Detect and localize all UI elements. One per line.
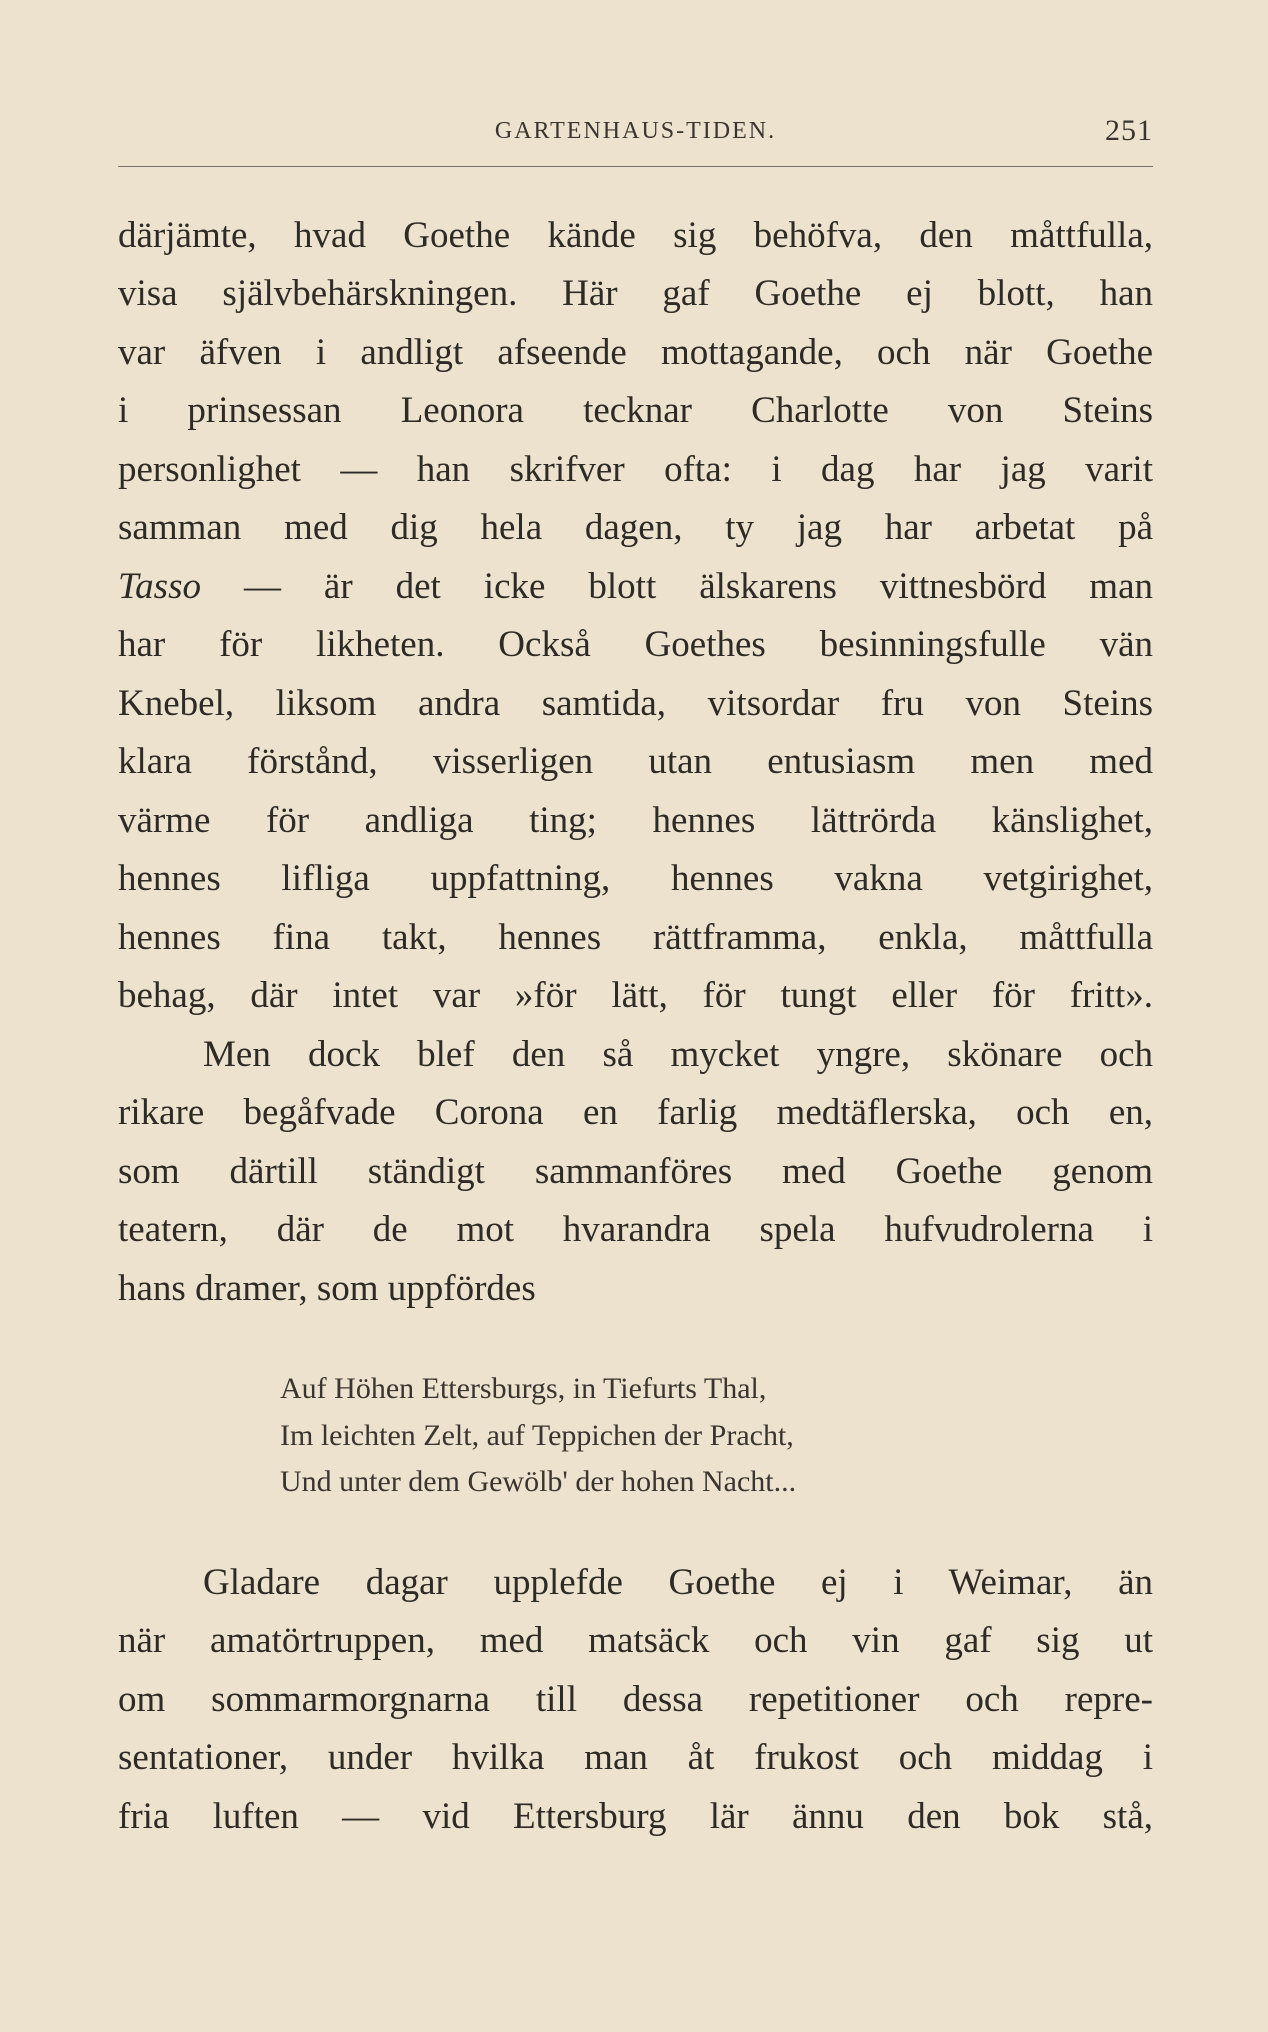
text-line: Tasso — är det icke blott älskarens vittnesbörd man	[118, 566, 1153, 607]
text-line: Knebel, liksom andra samtida, vitsordar fru von Steins	[118, 683, 1153, 724]
text-line: visa självbehärskningen. Här gaf Goethe ej blott, han	[118, 273, 1153, 314]
page-number: 251	[1105, 114, 1153, 147]
text-line: hans dramer, som uppfördes	[118, 1268, 536, 1309]
text-line: hennes fina takt, hennes rättframma, enkla, måttfulla	[118, 917, 1153, 958]
text-line: hennes lifliga uppfattning, hennes vakna vetgirighet,	[118, 858, 1153, 899]
text-line: samman med dig hela dagen, ty jag har arbetat på	[118, 507, 1153, 548]
text-line: var äfven i andligt afseende mottagande, och när Goethe	[118, 332, 1153, 373]
text-line: när amatörtruppen, med matsäck och vin gaf sig ut	[118, 1620, 1153, 1661]
text-line: Men dock blef den så mycket yngre, skönare och	[203, 1034, 1153, 1075]
text-line: behag, där intet var »för lätt, för tungt eller för fritt».	[118, 975, 1153, 1016]
text-line: teatern, där de mot hvarandra spela hufvudrolerna i	[118, 1209, 1153, 1250]
text-line: Gladare dagar upplefde Goethe ej i Weimar, än	[203, 1562, 1153, 1603]
text-line: värme för andliga ting; hennes lättrörda känslighet,	[118, 800, 1153, 841]
text-line: klara förstånd, visserligen utan entusiasm men med	[118, 741, 1153, 782]
text-line: i prinsessan Leonora tecknar Charlotte von Steins	[118, 390, 1153, 431]
text-line: har för likheten. Också Goethes besinningsfulle vän	[118, 624, 1153, 665]
text-line: om sommarmorgnarna till dessa repetitioner och repre-	[118, 1679, 1153, 1720]
text-line: rikare begåfvade Corona en farlig medtäflerska, och en,	[118, 1092, 1153, 1133]
text-line: sentationer, under hvilka man åt frukost och middag i	[118, 1737, 1153, 1778]
page-header	[118, 114, 1153, 154]
verse-line: Und unter dem Gewölb' der hohen Nacht...	[280, 1465, 797, 1498]
text-line: som därtill ständigt sammanföres med Goethe genom	[118, 1151, 1153, 1192]
verse-line: Auf Höhen Ettersburgs, in Tiefurts Thal,	[280, 1372, 767, 1405]
title-italic: Tasso	[118, 566, 201, 607]
header-rule	[118, 166, 1153, 167]
text-line: därjämte, hvad Goethe kände sig behöfva, den måttfulla,	[118, 215, 1153, 256]
verse-line: Im leichten Zelt, auf Teppichen der Pracht,	[280, 1419, 794, 1452]
text-line: personlighet — han skrifver ofta: i dag har jag varit	[118, 449, 1153, 490]
text-line: fria luften — vid Ettersburg lär ännu den bok stå,	[118, 1796, 1153, 1837]
running-head: GARTENHAUS-TIDEN.	[494, 118, 777, 144]
